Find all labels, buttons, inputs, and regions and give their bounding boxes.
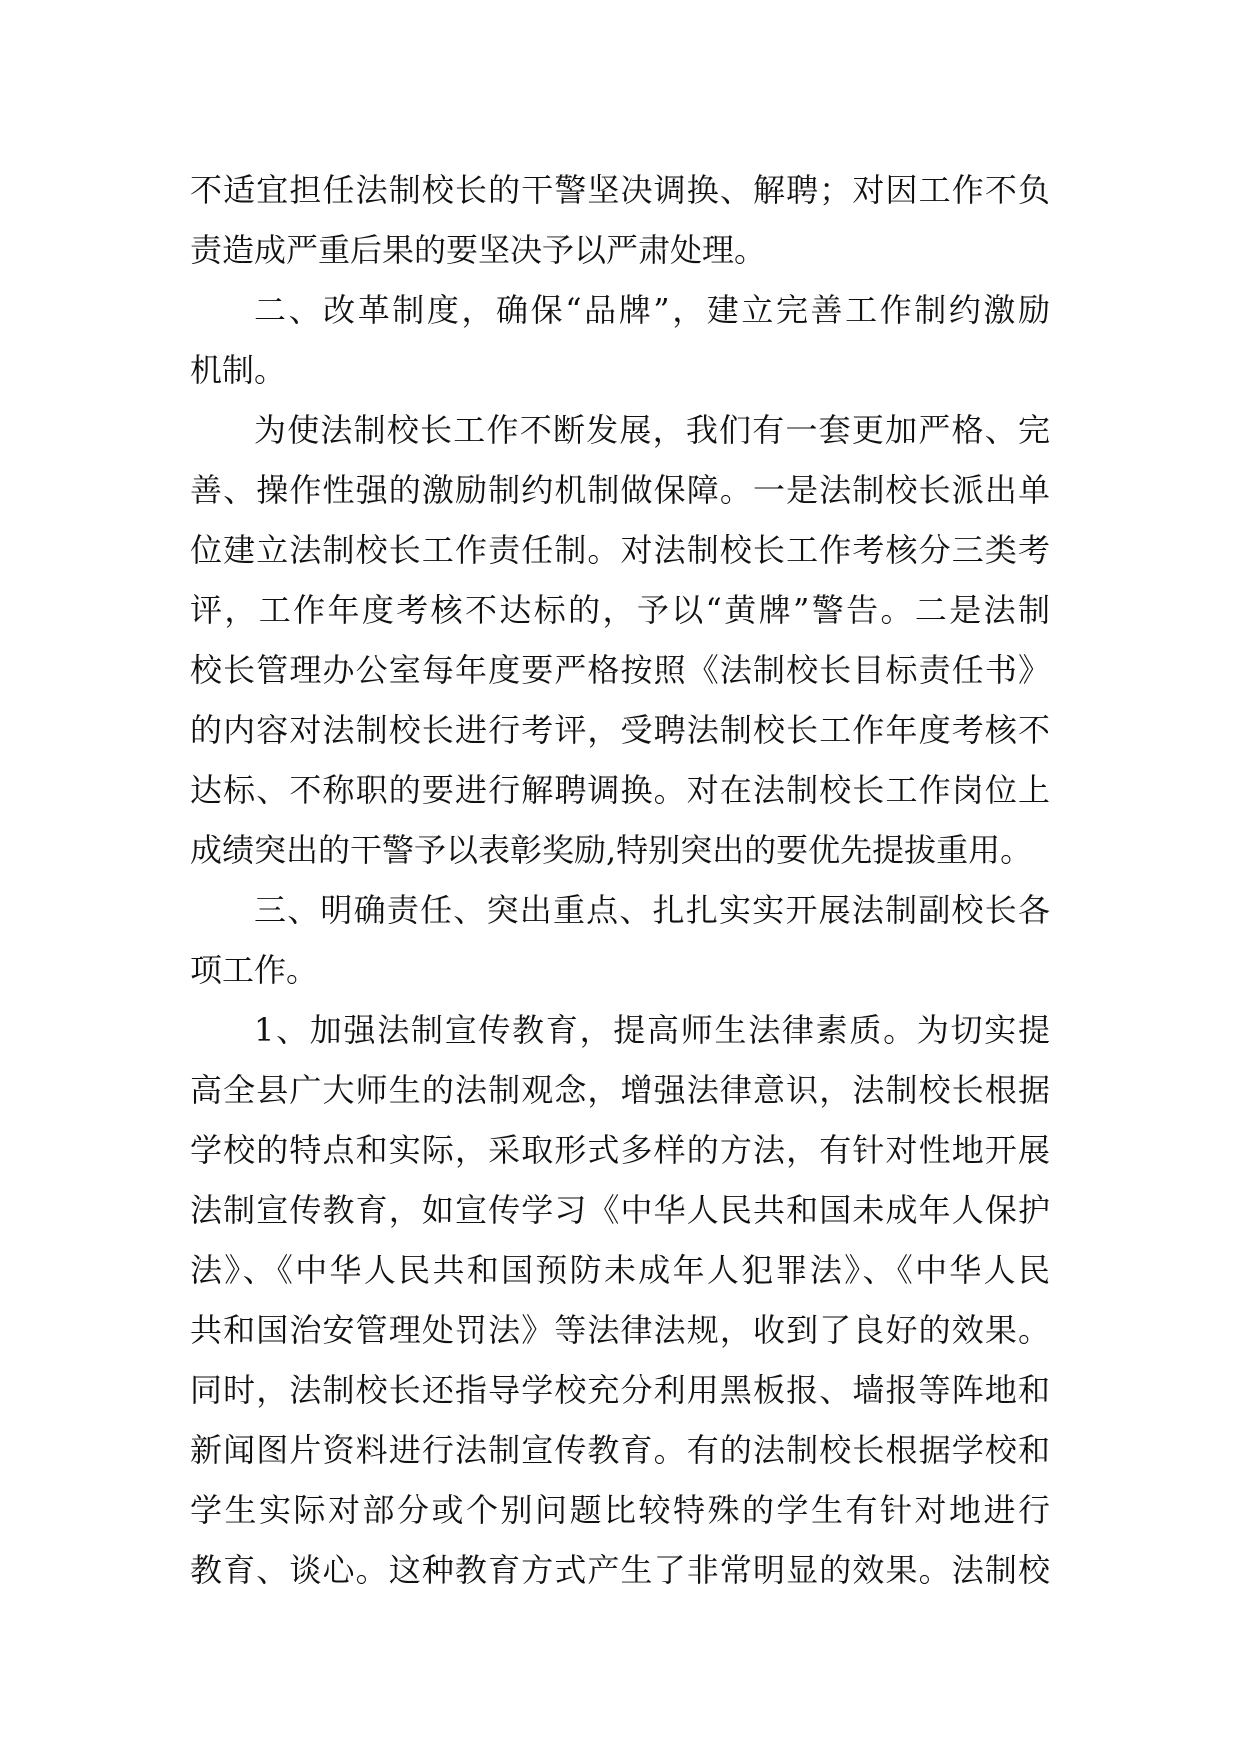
text-line: 达标、不称职的要进行解聘调换。对在法制校长工作岗位上: [190, 771, 1050, 809]
text-line: 新闻图片资料进行法制宣传教育。有的法制校长根据学校和: [190, 1431, 1050, 1469]
text-line: 项工作。: [190, 951, 319, 989]
text-line: 校长管理办公室每年度要严格按照《法制校长目标责任书》: [190, 651, 1050, 689]
document-body: [190, 160, 1050, 1600]
text-line: 位建立法制校长工作责任制。对法制校长工作考核分三类考: [190, 531, 1050, 569]
text-line: 评，工作年度考核不达标的，予以“黄牌”警告。二是法制: [190, 591, 1050, 629]
text-line: 的内容对法制校长进行考评，受聘法制校长工作年度考核不: [190, 711, 1050, 749]
text-line: 成绩突出的干警予以表彰奖励,特别突出的要优先提拔重用。: [190, 831, 1033, 869]
text-line: 法制宣传教育，如宣传学习《中华人民共和国未成年人保护: [190, 1191, 1050, 1229]
text-line: 为使法制校长工作不断发展，我们有一套更加严格、完: [254, 411, 1050, 449]
text-line: 二、改革制度，确保“品牌”，建立完善工作制约激励: [254, 291, 1050, 329]
text-line: 责造成严重后果的要坚决予以严肃处理。: [190, 231, 767, 269]
text-line: 三、明确责任、突出重点、扎扎实实开展法制副校长各: [254, 891, 1050, 929]
text-line: 高全县广大师生的法制观念，增强法律意识，法制校长根据: [190, 1071, 1050, 1109]
text-line: 学生实际对部分或个别问题比较特殊的学生有针对地进行: [190, 1491, 1050, 1529]
text-line: 善、操作性强的激励制约机制做保障。一是法制校长派出单: [190, 471, 1050, 509]
text-line: 同时，法制校长还指导学校充分利用黑板报、墙报等阵地和: [190, 1371, 1050, 1409]
text-line: 不适宜担任法制校长的干警坚决调换、解聘；对因工作不负: [190, 171, 1050, 209]
text-line: 1、加强法制宣传教育，提高师生法律素质。为切实提: [254, 1011, 1050, 1049]
text-line: 机制。: [190, 351, 287, 389]
text-line: 法》、《中华人民共和国预防未成年人犯罪法》、《中华人民: [190, 1251, 1050, 1289]
text-line: 共和国治安管理处罚法》等法律法规，收到了良好的效果。: [190, 1311, 1050, 1349]
text-line: 学校的特点和实际，采取形式多样的方法，有针对性地开展: [190, 1131, 1050, 1169]
text-line: 教育、谈心。这种教育方式产生了非常明显的效果。法制校: [190, 1551, 1050, 1589]
